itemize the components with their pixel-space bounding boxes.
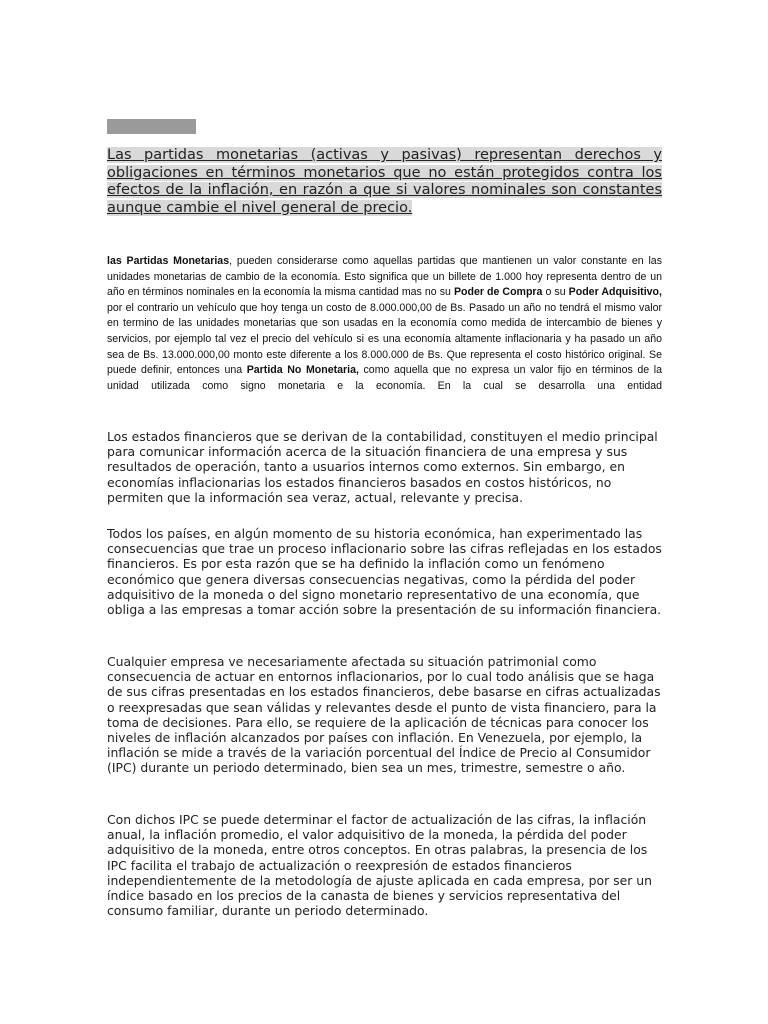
dense-text-3: por el contrario un vehículo que hoy tenga un costo de 8.000.000,00 de Bs. Pasado un año no tendrá el mismo valor en termino de las unidades monetarias que son usadas en la economía como medida de intercambio de bienes y servicios, por ejemplo tal vez el precio del vehículo si es una economía altamente inflacionaria y ha pasado un año sea de Bs. 13.000.000,00 monto este diferente a los 8.000.000 de Bs. Que representa el costo histórico original. Se puede definir, entonces una <box>107 301 662 377</box>
term-poder-de-compra: Poder de Compra <box>453 286 543 299</box>
dense-text-4: como aquella que no expresa un valor fijo en términos de la unidad utilizada como signo monetaria e la economía. En la cual se desarrolla una entidad <box>107 364 662 392</box>
dense-text-2: o su <box>542 286 569 299</box>
partidas-monetarias-paragraph <box>107 254 662 394</box>
paragraph-situacion-patrimonial: Cualquier empresa ve necesariamente afectada su situación patrimonial como consecuencia de actuar en entornos inflacionarios, por lo cual todo análisis que se haga de sus cifras presentadas en los estados financieros, debe basarse en cifras actualizadas o reexpresadas que sean válidas y relevantes desde el punto de vista financiero, para la toma de decisiones. Para ello, se requiere de la aplicación de técnicas para conocer los niveles de inflación alcanzados por países con inflación. En Venezuela, por ejemplo, la inflación se mide a través de la variación porcentual del Índice de Precio al Consumidor (IPC) durante un periodo determinado, bien sea un mes, trimestre, semestre o año. <box>107 654 661 776</box>
dense-text-1: , pueden considerarse como aquellas partidas que mantienen un valor constante en las unidades monetarias de cambio de la economía. Esto significa que un billete de 1.000 hoy representa dentro de un año en términos nominales en la economía la misma cantidad mas no su <box>107 255 662 299</box>
term-partida-no-monetaria: Partida No Monetaria, <box>246 364 359 377</box>
paragraph-estados-financieros: Los estados financieros que se derivan de la contabilidad, constituyen el medio principal para comunicar información acerca de la situación financiera de una empresa y sus resultados de operación, tanto a usuarios internos como externos. Sin embargo, en economías inflacionarias los estados financieros basados en costos históricos, no permiten que la información sea veraz, actual, relevante y precisa. <box>107 429 658 505</box>
paragraph-ipc: Con dichos IPC se puede determinar el factor de actualización de las cifras, la inflación anual, la inflación promedio, el valor adquisitivo de la moneda, la pérdida del poder adquisitivo de la moneda, entre otros conceptos. En otras palabras, la presencia de los IPC facilita el trabajo de actualización o reexpresión de estados financieros independientemente de la metodología de ajuste aplicada en cada empresa, por ser un índice basado en los precios de la canasta de bienes y servicios representativa del consumo familiar, durante un periodo determinado. <box>107 812 652 919</box>
redacted-heading-bar <box>107 119 196 134</box>
term-partidas-monetarias: las Partidas Monetarias <box>107 255 230 267</box>
lead-paragraph-text: Las partidas monetarias (activas y pasivas) representan derechos y obligaciones en términos monetarios que no están protegidos contra los efectos de la inflación, en razón a que si valores nominales son constantes aunque cambie el nivel general de precio. <box>107 147 662 216</box>
paragraph-paises-inflacion: Todos los países, en algún momento de su historia económica, han experimentado las consecuencias que trae un proceso inflacionario sobre las cifras reflejadas en los estados financieros. Es por esta razón que se ha definido la inflación como un fenómeno económico que genera diversas consecuencias negativas, como la pérdida del poder adquisitivo de la moneda o del signo monetario representativo de una economía, que obliga a las empresas a tomar acción sobre la presentación de su información financiera. <box>107 526 662 618</box>
lead-paragraph <box>107 147 662 217</box>
term-poder-adquisitivo: Poder Adquisitivo, <box>568 286 662 299</box>
